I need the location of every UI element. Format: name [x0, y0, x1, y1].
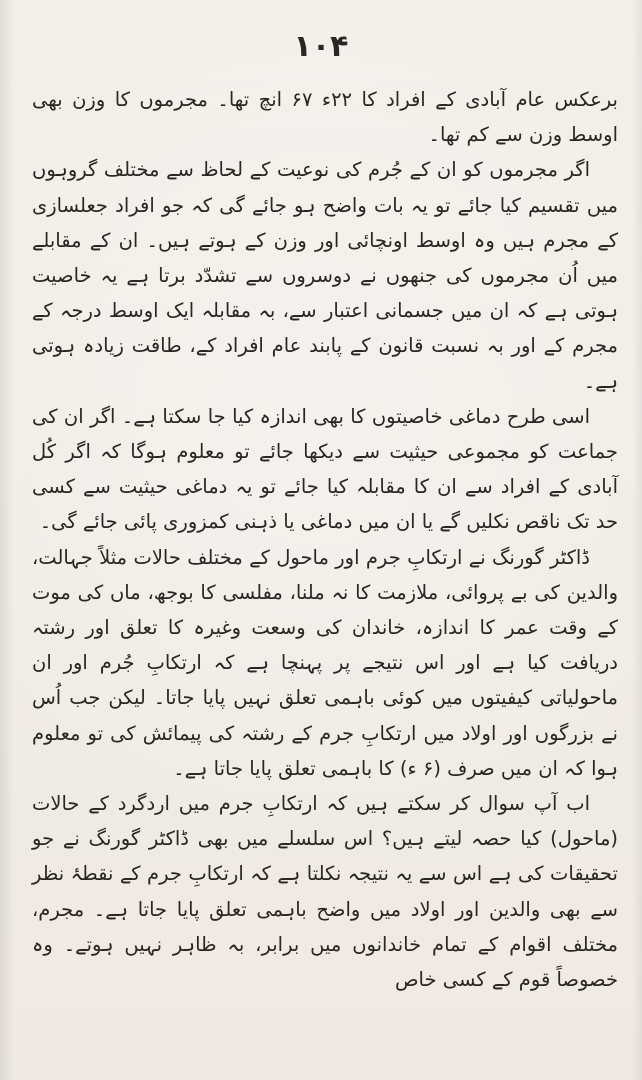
- paragraph-4: ڈاکٹر گورنگ نے ارتکابِ جرم اور ماحول کے مختلف حالات مثلاً جہالت، والدین کی بے پروائی، ملازمت کا نہ ملنا، مفلسی کا بوجھ، ماں کی موت کے وقت عمر کا اندازہ، خاندان کی وسعت وغیرہ کا تعلق اور رشتہ دریافت کیا ہے اور اس نتیجے پر پہنچا ہے کہ ارتکابِ جُرم اور ان ماحولیاتی کیفیتوں میں کوئی باہمی تعلق نہیں پایا جاتا۔ لیکن جب اُس نے بزرگوں اور اولاد میں ارتکابِ جرم کے رشتہ کی پیمائش کی تو معلوم ہوا کہ ان میں صرف (۶ ء) کا باہمی تعلق پایا جاتا ہے۔: [32, 545, 618, 780]
- scan-shadow-right: [632, 0, 642, 1080]
- paragraph-3: اسی طرح دماغی خاصیتوں کا بھی اندازہ کیا جا سکتا ہے۔ اگر ان کی جماعت کو مجموعی حیثیت سے دیکھا جائے تو معلوم ہوگا کہ اگر کُل آبادی کے افراد سے ان کا مقابلہ کیا جائے تو یہ دماغی حیثیت سے کسی حد تک ناقص نکلیں گے یا ان میں دماغی یا ذہنی کمزوری پائی جائے گی۔: [32, 404, 618, 534]
- page-number: ۱۰۴: [293, 29, 349, 64]
- paragraph-1: برعکس عام آبادی کے افراد کا ۲۲ء ۶۷ انچ تھا۔ مجرموں کا وزن بھی اوسط وزن سے کم تھا۔: [32, 88, 618, 147]
- page-text: [32, 82, 618, 997]
- scan-shadow-left: [0, 0, 14, 1080]
- paragraph-5: اب آپ سوال کر سکتے ہیں کہ ارتکابِ جرم میں اردگرد کے حالات (ماحول) کیا حصہ لیتے ہیں؟ اس سلسلے میں بھی ڈاکٹر گورنگ نے جو تحقیقات کی ہے اس سے یہ نتیجہ نکلتا ہے کہ ارتکابِ جرم کے نقطۂ نظر سے بھی والدین اور اولاد میں واضح باہمی تعلق پایا جاتا ہے۔ مجرم، مختلف اقوام کے تمام خاندانوں میں برابر، بہ ظاہر نہیں ہوتے۔ وہ خصوصاً قوم کے کسی خاص: [32, 792, 618, 992]
- paragraph-2: اگر مجرموں کو ان کے جُرم کی نوعیت کے لحاظ سے مختلف گروہوں میں تقسیم کیا جائے تو یہ بات واضح ہو جائے گی کہ جو افراد جعلسازی کے مجرم ہیں وہ اوسط اونچائی اور وزن کے ہوتے ہیں۔ ان کے مقابلے میں اُن مجرموں کی جنھوں نے دوسروں سے تشدّد برتا ہے یہ خاصیت ہوتی ہے کہ ان میں جسمانی اعتبار سے، بہ مقابلہ ایک اوسط درجہ کے مجرم کے اور بہ نسبت قانون کے پابند عام افراد کے، طاقت زیادہ ہوتی ہے۔: [32, 158, 618, 393]
